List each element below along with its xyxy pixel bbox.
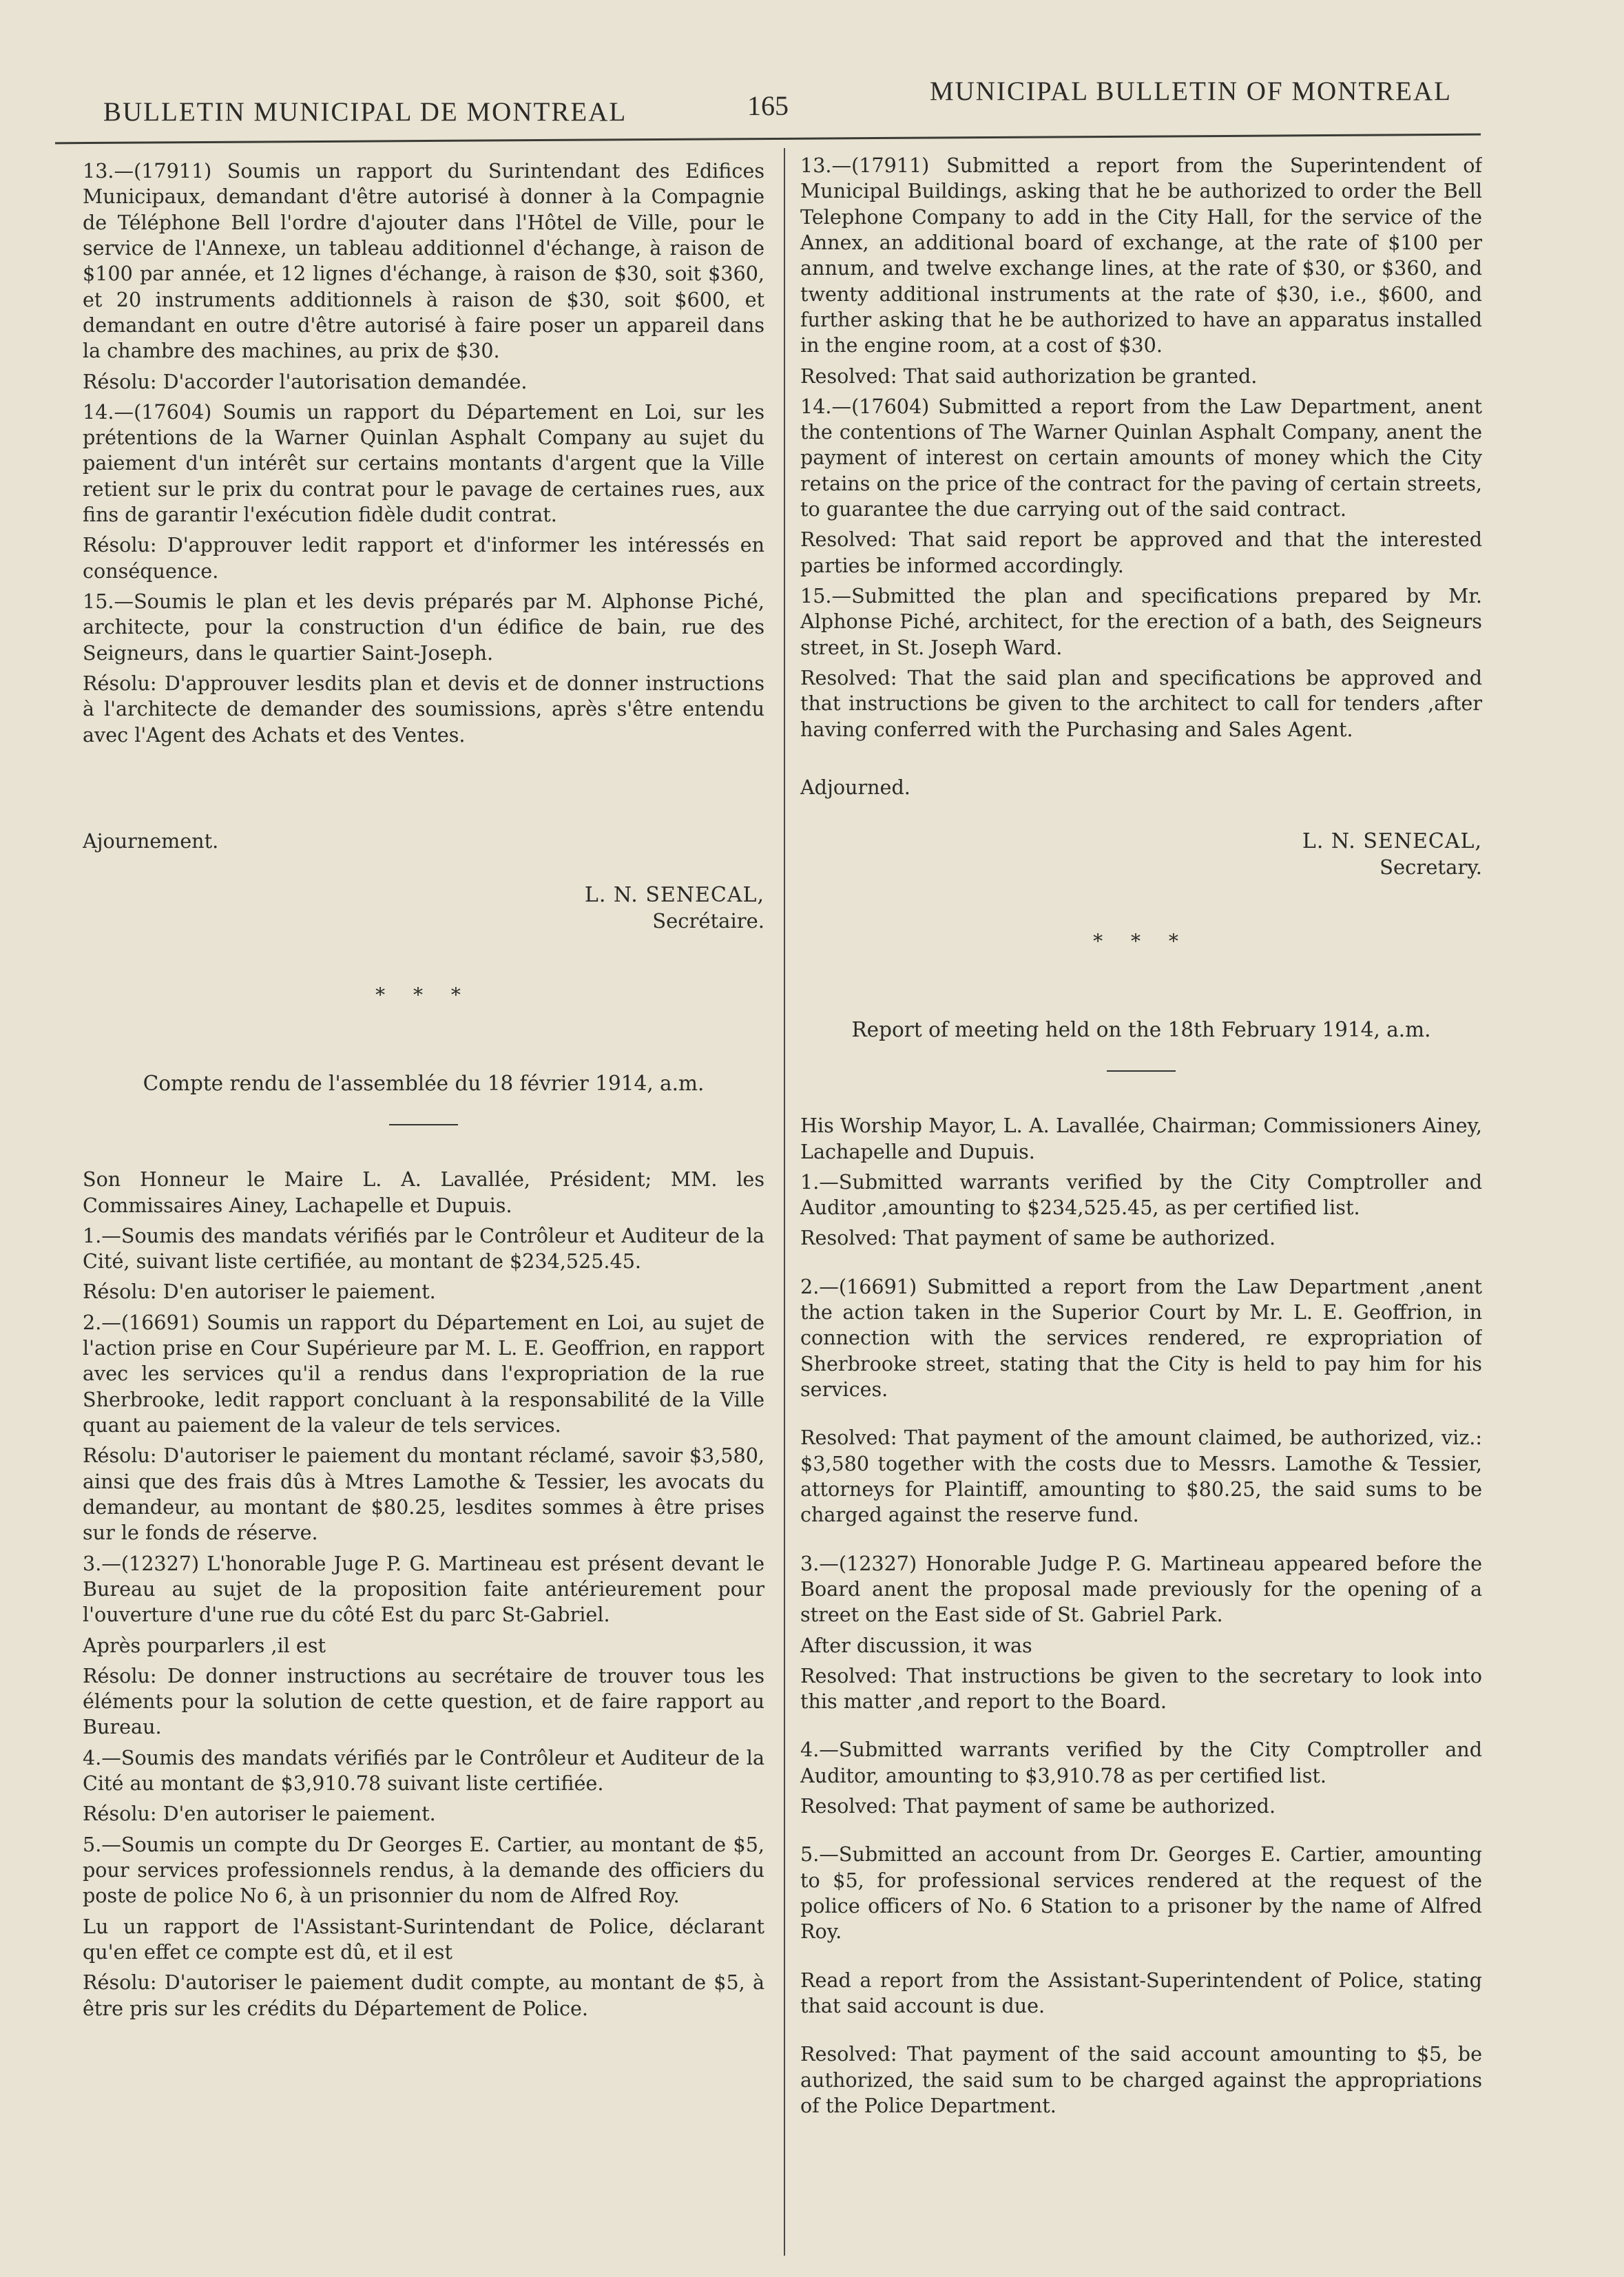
paragraph: His Worship Mayor, L. A. Lavallée, Chairman; Commissioners Ainey, Lachapelle and Dupuis.	[800, 1114, 1482, 1163]
paragraph: 5.—Soumis un compte du Dr Georges E. Cartier, au montant de $5, pour services professionnels rendus, à la demande des officiers du poste de police No 6, à un prisonnier du nom de Alfred Roy.	[83, 1832, 764, 1908]
english-column	[800, 153, 1482, 2254]
short-rule	[1107, 1070, 1176, 1072]
paragraph: Resolved: That said authorization be granted.	[800, 364, 1258, 388]
section-separator: * * *	[375, 984, 472, 1007]
header-french-title: BULLETIN MUNICIPAL DE MONTREAL	[103, 97, 627, 127]
paragraph: Resolved: That payment of the said account amounting to $5, be authorized, the said sum to be charged against the appropriations of the Police Department.	[800, 2042, 1482, 2117]
paragraph: 15.—Soumis le plan et les devis préparés par M. Alphonse Piché, architecte, pour la construction d'un édifice de bain, rue des Seigneurs, dans le quartier Saint-Joseph.	[83, 590, 764, 665]
paragraph: 4.—Submitted warrants verified by the City Comptroller and Auditor, amounting to $3,910.78 as per certified list.	[800, 1738, 1482, 1787]
paragraph: Résolu: D'accorder l'autorisation demandée.	[83, 369, 528, 393]
page-number: 165	[747, 90, 789, 121]
paragraph: 1.—Soumis des mandats vérifiés par le Contrôleur et Auditeur de la Cité, suivant liste certifiée, au montant de $234,525.45.	[83, 1223, 764, 1273]
adjournment: Adjourned.	[800, 775, 910, 799]
paragraph: Resolved: That the said plan and specifications be approved and that instructions be given to the architect to call for tenders ,after having conferred with the Purchasing and Sales Agent.	[800, 665, 1482, 741]
paragraph: Résolu: D'autoriser le paiement dudit compte, au montant de $5, à être pris sur les crédits du Département de Police.	[83, 1971, 764, 2020]
paragraph: Résolu: De donner instructions au secrétaire de trouver tous les éléments pour la solution de cette question, et de faire rapport au Bureau.	[83, 1663, 764, 1739]
paragraph: Read a report from the Assistant-Superintendent of Police, stating that said account is due.	[800, 1968, 1482, 2017]
paragraph: 5.—Submitted an account from Dr. Georges E. Cartier, amounting to $5, for professional services rendered at the request of the police officers of No. 6 Station to a prisoner by the name of Alfred Roy.	[800, 1842, 1482, 1944]
paragraph: Résolu: D'approuver ledit rapport et d'informer les intéressés en conséquence.	[83, 533, 764, 583]
paragraph: After discussion, it was	[800, 1633, 1032, 1657]
meeting-heading: Report of meeting held on the 18th February 1914, a.m.	[851, 1017, 1431, 1041]
paragraph: 4.—Soumis des mandats vérifiés par le Contrôleur et Auditeur de la Cité au montant de $3,910.78 suivant liste certifiée.	[83, 1745, 764, 1796]
signature-title: Secrétaire.	[652, 909, 764, 933]
paragraph: 14.—(17604) Soumis un rapport du Département en Loi, sur les prétentions de la Warner Quinlan Asphalt Company au sujet du paiement d'un intérêt sur certains montants d'argent que la Ville retient sur le prix du contrat pour le pavage de certaines rues, aux fins de garantir l'exécution fidèle dudit contrat.	[83, 399, 764, 527]
adjournment: Ajournement.	[83, 829, 219, 853]
paragraph: Résolu: D'en autoriser le paiement.	[83, 1802, 436, 1826]
paragraph: Résolu: D'en autoriser le paiement.	[83, 1280, 436, 1304]
paragraph: Resolved: That payment of the amount claimed, be authorized, viz.: $3,580 together with the costs due to Messrs. Lamothe & Tessier, attorneys for Plaintiff, amounting to $80.25, the said sums to be charged against the reserve fund.	[800, 1426, 1482, 1527]
paragraph: Résolu: D'approuver lesdits plan et devis et de donner instructions à l'architecte de demander des soumissions, après s'être entendu avec l'Agent des Achats et des Ventes.	[83, 671, 764, 747]
paragraph: 3.—(12327) Honorable Judge P. G. Martineau appeared before the Board anent the proposal made previously for the opening of a street on the East side of St. Gabriel Park.	[800, 1551, 1482, 1627]
meeting-heading: Compte rendu de l'assemblée du 18 février 1914, a.m.	[143, 1071, 705, 1095]
paragraph: 3.—(12327) L'honorable Juge P. G. Martineau est présent devant le Bureau au sujet de la proposition faite antérieurement pour l'ouverture d'une rue du côté Est du parc St-Gabriel.	[83, 1551, 764, 1627]
signature-name: L. N. SENECAL,	[584, 883, 764, 908]
paragraph: 2.—(16691) Submitted a report from the Law Department ,anent the action taken in the Superior Court by Mr. L. E. Geoffrion, in connection with the services rendered, re expropriation of Sherbrooke street, stating that the City is held to pay him for his services.	[800, 1274, 1482, 1401]
paragraph: 13.—(17911) Soumis un rapport du Surintendant des Edifices Municipaux, demandant d'être autorisé à donner à la Compagnie de Téléphone Bell l'ordre d'ajouter dans l'Hôtel de Ville, pour le service de l'Annexe, un tableau additionnel d'échange, à raison de $100 par année, et 12 lignes d'échange, à raison de $30, soit $360, et 20 instruments additionnels à raison de $30, soit $600, et demandant en outre d'être autorisé à faire poser un appareil dans la chambre des machines, au prix de $30.	[83, 159, 764, 363]
paragraph: Resolved: That instructions be given to the secretary to look into this matter ,and report to the Board.	[800, 1663, 1482, 1714]
header-english-title: MUNICIPAL BULLETIN OF MONTREAL	[929, 76, 1452, 106]
short-rule	[389, 1124, 458, 1125]
signature-title: Secretary.	[1380, 855, 1482, 880]
paragraph: 1.—Submitted warrants verified by the City Comptroller and Auditor ,amounting to $234,525.45, as per certified list.	[800, 1169, 1482, 1220]
paragraph: 14.—(17604) Submitted a report from the Law Department, anent the contentions of The Warner Quinlan Asphalt Company, anent the payment of interest on certain amounts of money which the City retains on the price of the contract for the paving of certain streets, to guarantee the due carrying out of the said contract.	[800, 394, 1482, 521]
paragraph: Résolu: D'autoriser le paiement du montant réclamé, savoir $3,580, ainsi que des frais dûs à Mtres Lamothe & Tessier, les avocats du demandeur, au montant de $80.25, lesdites sommes à être prises sur le fonds de réserve.	[83, 1444, 764, 1545]
paragraph: 15.—Submitted the plan and specifications prepared by Mr. Alphonse Piché, architect, for the erection of a bath, des Seigneurs street, in St. Joseph Ward.	[800, 584, 1482, 659]
paragraph: Son Honneur le Maire L. A. Lavallée, Président; MM. les Commissaires Ainey, Lachapelle et Dupuis.	[83, 1167, 764, 1217]
paragraph: Resolved: That payment of same be authorized.	[800, 1226, 1276, 1250]
paragraph: Resolved: That payment of same be authorized.	[800, 1794, 1276, 1818]
paragraph: 13.—(17911) Submitted a report from the Superintendent of Municipal Buildings, asking that he be authorized to order the Bell Telephone Company to add in the City Hall, for the service of the Annex, an additional board of exchange, at the rate of $100 per annum, and twelve exchange lines, at the rate of $30, or $360, and twenty additional instruments at the rate of $30, i.e., $600, and further asking that he be authorized to have an apparatus installed in the engine room, at a cost of $30.	[800, 154, 1482, 357]
paragraph: 2.—(16691) Soumis un rapport du Département en Loi, au sujet de l'action prise en Cour Supérieure par M. L. E. Geoffrion, en rapport avec les services qu'il a rendus dans l'expropriation de la rue Sherbrooke, ledit rapport concluant à la responsabilité de la Ville quant au paiement de la valeur de tels services.	[83, 1310, 764, 1437]
paragraph: Resolved: That said report be approved and that the interested parties be informed accordingly.	[800, 528, 1482, 577]
french-column	[83, 158, 764, 2259]
paragraph: Lu un rapport de l'Assistant-Surintendant de Police, déclarant qu'en effet ce compte est dû, et il est	[83, 1914, 764, 1964]
signature-name: L. N. SENECAL,	[1302, 829, 1482, 854]
page-header	[103, 76, 1452, 131]
header-rule	[55, 134, 1481, 145]
section-separator: * * *	[1093, 930, 1189, 953]
paragraph: Après pourparlers ,il est	[83, 1633, 326, 1657]
column-divider	[784, 148, 785, 2256]
